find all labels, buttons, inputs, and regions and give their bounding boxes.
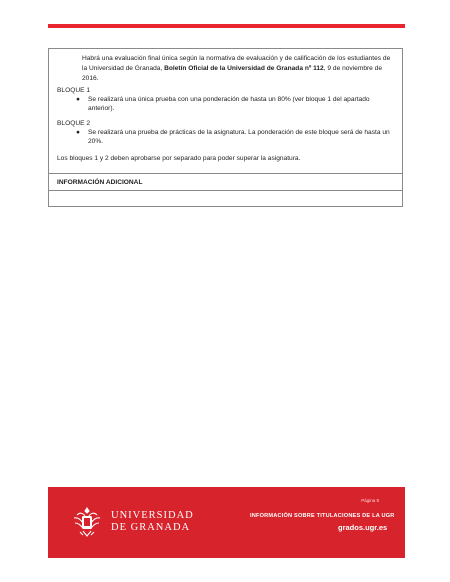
bullet-icon: ● bbox=[76, 129, 80, 136]
top-accent-bar bbox=[48, 24, 405, 28]
bloque-1-label: BLOQUE 1 bbox=[57, 87, 90, 94]
university-crest-icon bbox=[71, 505, 103, 539]
bullet-icon: ● bbox=[76, 96, 80, 103]
evaluation-text: Habrá una evaluación final única según la normativa de evaluación y de calificación de los estudiantes de la Universidad de Granada, bbox=[82, 55, 391, 72]
bloque-2-bullet: ● Se realizará una prueba de prácticas de la asignatura. La ponderación de este bloque será de hasta un 20%. bbox=[76, 129, 390, 145]
bloque-2-label: BLOQUE 2 bbox=[57, 120, 90, 127]
bloques-note: Los bloques 1 y 2 deben aprobarse por separado para poder superar la asignatura. bbox=[57, 155, 301, 162]
page-number: Página 8 bbox=[361, 498, 379, 503]
footer-url-link[interactable]: grados.ugr.es bbox=[338, 523, 388, 532]
evaluation-paragraph bbox=[82, 54, 397, 84]
evaluation-table bbox=[48, 48, 403, 207]
bulletin-reference: Boletín Oficial de la Universidad de Granada nº 112 bbox=[164, 65, 324, 72]
footer bbox=[48, 487, 405, 558]
divider bbox=[49, 173, 402, 174]
bloque-1-bullet: ● Se realizará una única prueba con una ponderación de hasta un 80% (ver bloque 1 del apartado anterior). bbox=[76, 96, 370, 112]
footer-title: INFORMACIÓN SOBRE TITULACIONES DE LA UGR bbox=[250, 513, 395, 519]
divider bbox=[49, 190, 402, 191]
university-name: UNIVERSIDAD DE GRANADA bbox=[111, 510, 194, 533]
info-heading: INFORMACIÓN ADICIONAL bbox=[57, 179, 143, 186]
evaluation-text-end: , 9 de noviembre de 2016. bbox=[82, 65, 383, 82]
